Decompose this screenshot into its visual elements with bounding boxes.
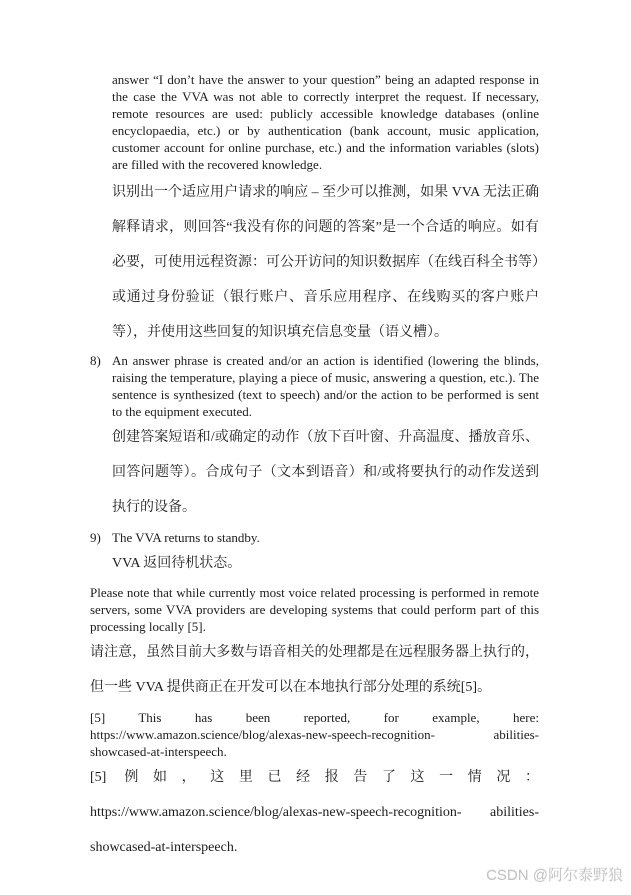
list-item-8-text-en: An answer phrase is created and/or an action is identified (lowering the blinds, raising the temperature, playing a piece of music, answering a question, etc.). The sentence is synthesized (text to speech) and/or the action to be performed is sent to the equipment executed. bbox=[112, 353, 539, 419]
list-item-8-number: 8) bbox=[90, 353, 101, 368]
intro-paragraph-en: answer “I don’t have the answer to your question” being an adapted response in the case the VVA was not able to correctly interpret the request. If necessary, remote resources are used: publicly accessible knowledge databases (online encyclopaedia, etc.) or by authentication (bank account, music application, customer account for online purchase, etc.) and the information variables (slots) are filled with the recovered knowledge. bbox=[112, 72, 539, 172]
list-item-9-number: 9) bbox=[90, 530, 101, 545]
list-item-9 bbox=[90, 529, 539, 581]
list-item-8 bbox=[90, 352, 539, 525]
list-item-9-body bbox=[112, 529, 539, 581]
footnote-en: [5] This has been reported, for example, here: https://www.amazon.science/blog/alexas-new-speech-recognition- abilities-showcased-at-interspeech. bbox=[90, 710, 539, 759]
note-paragraph-en: Please note that while currently most voice related processing is performed in remote servers, some VVA providers are developing systems that could perform part of this processing locally [5]. bbox=[90, 585, 539, 634]
intro-paragraph-zh: 识别出一个适应用户请求的响应 – 至少可以推测，如果 VVA 无法正确解释请求，则回答“我没有你的问题的答案”是一个合适的响应。如有必要，可使用远程资源：可公开访问的知识数据库（在线百科全书等）或通过身份验证（银行账户、音乐应用程序、在线购买的客户账户等），并使用这些回复的知识填充信息变量（语义槽）。 bbox=[112, 185, 539, 340]
list-item-8-text-zh: 创建答案短语和/或确定的动作（放下百叶窗、升高温度、播放音乐、回答问题等）。合成句子（文本到语音）和/或将要执行的动作发送到执行的设备。 bbox=[112, 430, 539, 515]
document-content bbox=[90, 71, 539, 865]
list-item-8-body bbox=[112, 352, 539, 525]
note-paragraph-zh: 请注意，虽然目前大多数与语音相关的处理都是在远程服务器上执行的，但一些 VVA 提供商正在开发可以在本地执行部分处理的系统[5]。 bbox=[90, 645, 539, 695]
list-item-9-text-en: The VVA returns to standby. bbox=[112, 530, 260, 545]
csdn-watermark: CSDN @阿尔泰野狼 bbox=[486, 867, 623, 884]
list-item-9-text-zh: VVA 返回待机状态。 bbox=[112, 556, 242, 571]
footnote-zh: [5] 例如，这里已经报告了这一情况：https://www.amazon.science/blog/alexas-new-speech-recognition- abilities-showcased-at-interspeech. bbox=[90, 770, 539, 855]
